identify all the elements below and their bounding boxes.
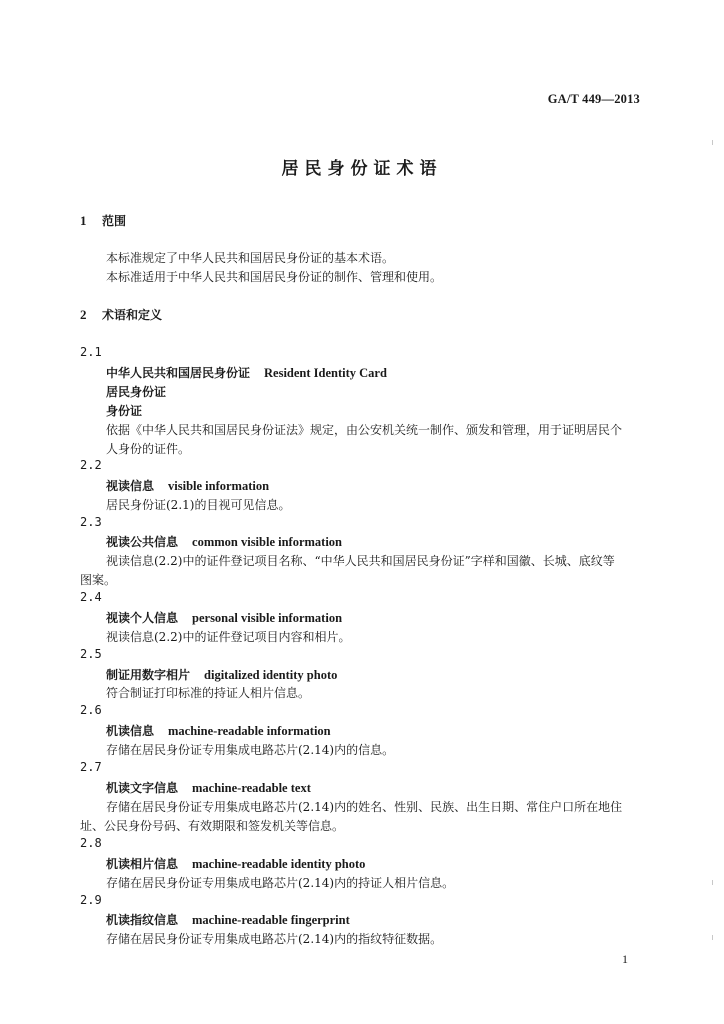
term-definition: 存储在居民身份证专用集成电路芯片(2.14)内的持证人相片信息。 bbox=[106, 876, 455, 890]
term-definition: 视读信息(2.2)中的证件登记项目名称、“中华人民共和国居民身份证”字样和国徽、长城、底纹等 bbox=[106, 554, 615, 568]
term-zh: 视读信息 bbox=[106, 479, 155, 493]
term-number: 2.2 bbox=[80, 458, 102, 472]
term-definition: 存储在居民身份证专用集成电路芯片(2.14)内的信息。 bbox=[106, 743, 395, 757]
term-en: digitalized identity photo bbox=[204, 668, 338, 682]
term-number: 2.3 bbox=[80, 515, 102, 529]
section-1-heading bbox=[80, 212, 126, 229]
section-title: 范围 bbox=[102, 214, 127, 228]
term-zh: 机读信息 bbox=[106, 724, 155, 738]
term-heading bbox=[106, 533, 342, 550]
term-heading bbox=[106, 364, 387, 381]
standard-code: GA/T 449—2013 bbox=[547, 92, 640, 106]
term-number: 2.5 bbox=[80, 647, 102, 661]
term-number: 2.1 bbox=[80, 345, 102, 359]
term-heading bbox=[106, 779, 311, 796]
term-en: machine-readable identity photo bbox=[192, 857, 366, 871]
term-definition: 依据《中华人民共和国居民身份证法》规定，由公安机关统一制作、颁发和管理，用于证明居民个 bbox=[106, 423, 623, 437]
page-number: 1 bbox=[622, 952, 628, 966]
term-zh: 视读个人信息 bbox=[106, 611, 179, 625]
scan-speck bbox=[712, 935, 713, 940]
scope-paragraph-1: 本标准规定了中华人民共和国居民身份证的基本术语。 bbox=[106, 251, 395, 265]
term-heading bbox=[106, 609, 342, 626]
term-synonym: 身份证 bbox=[106, 404, 143, 418]
term-definition-continuation: 人身份的证件。 bbox=[106, 442, 191, 456]
section-title: 术语和定义 bbox=[102, 308, 163, 322]
term-zh: 制证用数字相片 bbox=[106, 668, 191, 682]
section-number: 2 bbox=[80, 307, 87, 322]
term-definition: 视读信息(2.2)中的证件登记项目内容和相片。 bbox=[106, 630, 351, 644]
term-definition: 存储在居民身份证专用集成电路芯片(2.14)内的指纹特征数据。 bbox=[106, 932, 443, 946]
term-en: machine-readable information bbox=[168, 724, 331, 738]
term-en: Resident Identity Card bbox=[264, 366, 387, 380]
term-heading bbox=[106, 855, 365, 872]
term-number: 2.6 bbox=[80, 703, 102, 717]
term-zh: 机读相片信息 bbox=[106, 857, 179, 871]
term-zh: 机读文字信息 bbox=[106, 781, 179, 795]
term-heading bbox=[106, 666, 337, 683]
term-en: personal visible information bbox=[192, 611, 343, 625]
term-number: 2.9 bbox=[80, 893, 102, 907]
term-synonym: 居民身份证 bbox=[106, 385, 167, 399]
term-en: common visible information bbox=[192, 535, 343, 549]
term-definition: 符合制证打印标准的持证人相片信息。 bbox=[106, 686, 311, 700]
document-title: 居民身份证术语 bbox=[281, 159, 443, 179]
scan-speck bbox=[712, 880, 713, 885]
section-2-heading bbox=[80, 306, 162, 323]
term-definition-continuation: 址、公民身份号码、有效期限和签发机关等信息。 bbox=[80, 819, 345, 833]
scope-paragraph-2: 本标准适用于中华人民共和国居民身份证的制作、管理和使用。 bbox=[106, 270, 443, 284]
term-en: machine-readable fingerprint bbox=[192, 913, 350, 927]
term-en: visible information bbox=[168, 479, 270, 493]
term-en: machine-readable text bbox=[192, 781, 311, 795]
term-number: 2.7 bbox=[80, 760, 102, 774]
term-zh: 中华人民共和国居民身份证 bbox=[106, 366, 251, 380]
term-number: 2.8 bbox=[80, 836, 102, 850]
term-heading bbox=[106, 722, 331, 739]
term-zh: 视读公共信息 bbox=[106, 535, 179, 549]
term-number: 2.4 bbox=[80, 590, 102, 604]
term-heading bbox=[106, 911, 350, 928]
scan-speck bbox=[712, 140, 713, 145]
term-definition: 存储在居民身份证专用集成电路芯片(2.14)内的姓名、性别、民族、出生日期、常住户口所在地住 bbox=[106, 800, 623, 814]
term-definition: 居民身份证(2.1)的目视可见信息。 bbox=[106, 498, 291, 512]
term-definition-continuation: 图案。 bbox=[80, 573, 117, 587]
term-heading bbox=[106, 477, 269, 494]
section-number: 1 bbox=[80, 213, 87, 228]
term-zh: 机读指纹信息 bbox=[106, 913, 179, 927]
